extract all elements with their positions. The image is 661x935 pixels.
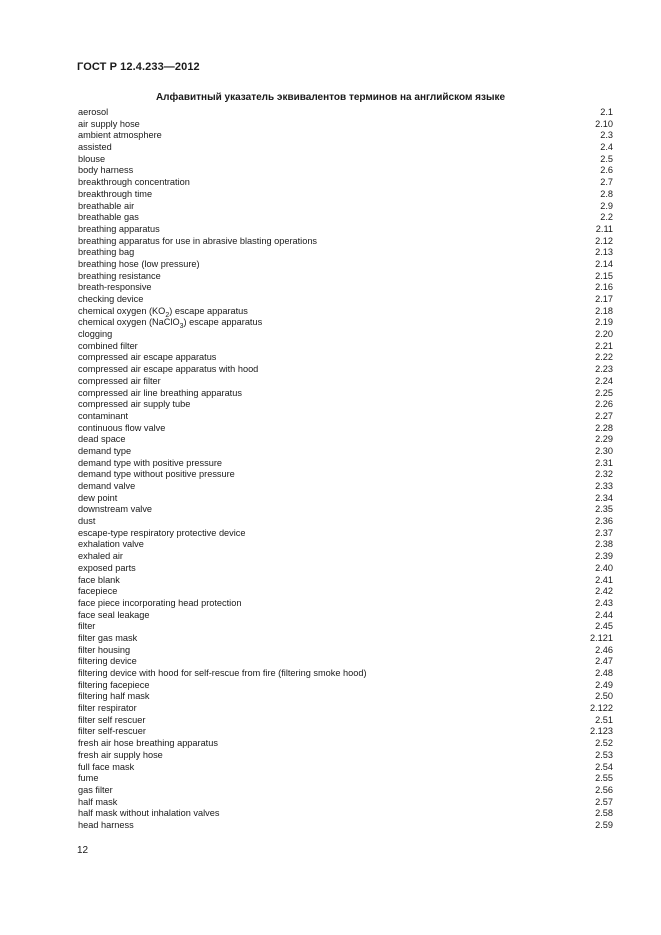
index-term: fresh air hose breathing apparatus xyxy=(78,738,218,749)
index-term: filter housing xyxy=(78,644,131,655)
index-section-number: 2.46 xyxy=(595,644,613,655)
index-row xyxy=(78,271,613,283)
index-section-number: 2.11 xyxy=(595,223,613,234)
index-term: gas filter xyxy=(78,784,113,795)
index-section-number: 2.27 xyxy=(595,410,613,421)
index-term: breathable gas xyxy=(78,212,139,223)
index-row xyxy=(78,750,613,762)
index-row xyxy=(78,726,613,738)
index-term: filtering half mask xyxy=(78,691,150,702)
index-section-number: 2.43 xyxy=(595,597,613,608)
index-section-number: 2.8 xyxy=(600,188,613,199)
index-term: breathable air xyxy=(78,200,135,211)
index-term: filter self-rescuer xyxy=(78,726,146,737)
index-section-number: 2.57 xyxy=(595,796,613,807)
index-section-number: 2.54 xyxy=(595,761,613,772)
index-row xyxy=(78,785,613,797)
index-term: breath-responsive xyxy=(78,282,152,293)
index-section-number: 2.38 xyxy=(595,539,613,550)
index-row xyxy=(78,469,613,481)
index-section-number: 2.33 xyxy=(595,481,613,491)
index-row xyxy=(78,212,613,224)
index-term: filter xyxy=(78,621,96,632)
index-row xyxy=(78,586,613,598)
index-row xyxy=(78,364,613,376)
index-section-number: 2.45 xyxy=(595,621,613,632)
index-row xyxy=(78,247,613,259)
index-term: full face mask xyxy=(78,761,135,772)
index-term: half mask xyxy=(78,796,118,807)
index-section-number: 2.34 xyxy=(595,492,613,503)
index-term: filter self rescuer xyxy=(78,714,146,725)
index-term: checking device xyxy=(78,294,144,304)
index-section-number: 2.1 xyxy=(600,107,613,117)
index-term: fresh air supply hose xyxy=(78,749,163,760)
index-section-number: 2.40 xyxy=(595,562,613,573)
index-row xyxy=(78,797,613,809)
index-section-number: 2.7 xyxy=(600,177,613,188)
index-section-number: 2.36 xyxy=(595,516,613,527)
index-section-number: 2.32 xyxy=(595,469,613,480)
index-term: breakthrough concentration xyxy=(78,177,190,188)
index-section-number: 2.50 xyxy=(595,691,613,702)
index-row xyxy=(78,458,613,470)
index-section-number: 2.3 xyxy=(600,130,613,141)
index-term: breakthrough time xyxy=(78,188,153,199)
index-term: assisted xyxy=(78,142,112,153)
index-row xyxy=(78,165,613,177)
index-section-number: 2.123 xyxy=(590,726,613,737)
index-term: filter respirator xyxy=(78,703,137,714)
index-row xyxy=(78,481,613,493)
index-section-number: 2.12 xyxy=(595,235,613,246)
index-section-number: 2.16 xyxy=(595,282,613,293)
index-section-number: 2.56 xyxy=(595,784,613,795)
index-row xyxy=(78,645,613,657)
index-term: half mask without inhalation valves xyxy=(78,808,220,819)
index-term: face piece incorporating head protection xyxy=(78,597,242,608)
index-section-number: 2.10 xyxy=(595,118,613,129)
index-section-number: 2.35 xyxy=(595,504,613,515)
index-row xyxy=(78,762,613,774)
formula-subscript: 3 xyxy=(179,323,184,331)
index-section-number: 2.19 xyxy=(595,317,613,328)
index-section-number: 2.52 xyxy=(595,738,613,749)
index-section-number: 2.22 xyxy=(595,352,613,363)
index-term: demand type xyxy=(78,445,132,456)
index-row xyxy=(78,317,613,329)
formula-subscript: 2 xyxy=(165,311,170,319)
index-row xyxy=(78,119,613,131)
index-row xyxy=(78,434,613,446)
index-row xyxy=(78,598,613,610)
index-row xyxy=(78,493,613,505)
index-row xyxy=(78,154,613,166)
term-index-list xyxy=(78,107,613,832)
index-section-number: 2.15 xyxy=(595,270,613,281)
index-row xyxy=(78,610,613,622)
index-section-number: 2.53 xyxy=(595,749,613,760)
index-row xyxy=(78,575,613,587)
index-row xyxy=(78,516,613,528)
page-number: 12 xyxy=(77,845,89,856)
index-term: body harness xyxy=(78,165,134,176)
index-term: compressed air escape apparatus with hood xyxy=(78,364,259,375)
index-term: exhaled air xyxy=(78,551,123,562)
index-row xyxy=(78,539,613,551)
index-term: breathing resistance xyxy=(78,270,161,281)
index-section-number: 2.31 xyxy=(595,457,613,468)
index-term: breathing apparatus for use in abrasive blasting operations xyxy=(78,235,318,246)
index-section-number: 2.2 xyxy=(600,212,613,223)
index-row xyxy=(78,656,613,668)
index-section-number: 2.44 xyxy=(595,609,613,620)
index-row xyxy=(78,633,613,645)
index-term: demand type with positive pressure xyxy=(78,457,223,468)
index-row xyxy=(78,528,613,540)
index-term: filtering device with hood for self-rescue from fire (filtering smoke hood) xyxy=(78,668,367,678)
index-term: air supply hose xyxy=(78,118,140,129)
index-term: head harness xyxy=(78,819,134,830)
index-row xyxy=(78,388,613,400)
index-term: aerosol xyxy=(78,107,109,117)
index-term: filtering device xyxy=(78,656,137,667)
index-row xyxy=(78,411,613,423)
index-row xyxy=(78,399,613,411)
index-section-number: 2.39 xyxy=(595,551,613,562)
index-row xyxy=(78,259,613,271)
index-term: face blank xyxy=(78,574,120,585)
index-section-number: 2.21 xyxy=(595,340,613,351)
index-term: facepiece xyxy=(78,586,118,597)
index-term: dead space xyxy=(78,434,126,445)
index-row xyxy=(78,294,613,306)
index-term: clogging xyxy=(78,329,113,340)
index-section-number: 2.48 xyxy=(595,668,613,678)
index-section-number: 2.58 xyxy=(595,808,613,819)
index-section-number: 2.13 xyxy=(595,247,613,258)
index-section-number: 2.30 xyxy=(595,445,613,456)
index-term: downstream valve xyxy=(78,504,153,515)
index-section-number: 2.37 xyxy=(595,527,613,538)
index-term: exposed parts xyxy=(78,562,136,573)
index-row xyxy=(78,504,613,516)
index-term: dust xyxy=(78,516,96,527)
index-term: dew point xyxy=(78,492,118,503)
index-row xyxy=(78,691,613,703)
index-section-number: 2.9 xyxy=(600,200,613,211)
index-term: demand type without positive pressure xyxy=(78,469,235,480)
index-term: face seal leakage xyxy=(78,609,150,620)
index-section-number: 2.55 xyxy=(595,773,613,784)
index-section-number: 2.23 xyxy=(595,364,613,375)
index-term: breathing hose (low pressure) xyxy=(78,258,200,269)
index-row xyxy=(78,376,613,388)
index-term: chemical oxygen $(KO_2)$ escape apparatus xyxy=(78,305,248,319)
index-row xyxy=(78,142,613,154)
index-section-number: 2.29 xyxy=(595,434,613,445)
index-section-number: 2.4 xyxy=(600,142,613,153)
index-term: chemical oxygen (NaClO$_3$) escape apparatus xyxy=(78,317,263,331)
index-row xyxy=(78,130,613,142)
index-section-number: 2.51 xyxy=(595,714,613,725)
index-term: continuous flow valve xyxy=(78,422,166,433)
index-row xyxy=(78,820,613,832)
index-row xyxy=(78,563,613,575)
index-row xyxy=(78,551,613,563)
index-row xyxy=(78,446,613,458)
index-row xyxy=(78,738,613,750)
index-term: contaminant xyxy=(78,410,129,421)
index-row xyxy=(78,282,613,294)
index-row xyxy=(78,189,613,201)
index-term: escape-type respiratory protective device xyxy=(78,527,246,538)
index-section-number: 2.25 xyxy=(595,387,613,398)
document-header: ГОСТ Р 12.4.233—2012 xyxy=(77,61,200,73)
index-section-number: 2.122 xyxy=(590,703,613,714)
index-term: demand valve xyxy=(78,481,136,491)
index-term: breathing apparatus xyxy=(78,223,160,234)
index-section-number: 2.26 xyxy=(595,399,613,410)
index-row xyxy=(78,306,613,318)
index-row xyxy=(78,703,613,715)
index-section-number: 2.6 xyxy=(600,165,613,176)
index-section-number: 2.47 xyxy=(595,656,613,667)
index-row xyxy=(78,329,613,341)
index-term: compressed air filter xyxy=(78,375,161,386)
index-term: combined filter xyxy=(78,340,138,351)
index-section-number: 2.42 xyxy=(595,586,613,597)
index-section-number: 2.41 xyxy=(595,574,613,585)
index-row xyxy=(78,107,613,119)
index-row xyxy=(78,621,613,633)
index-section-number: 2.59 xyxy=(595,819,613,830)
index-section-number: 2.18 xyxy=(595,305,613,316)
index-row xyxy=(78,224,613,236)
index-term: compressed air line breathing apparatus xyxy=(78,387,242,398)
index-title: Алфавитный указатель эквивалентов терминов на английском языке xyxy=(155,92,506,103)
index-row xyxy=(78,352,613,364)
index-term: breathing bag xyxy=(78,247,135,258)
index-term: exhalation valve xyxy=(78,539,144,550)
index-row xyxy=(78,680,613,692)
index-term: filtering facepiece xyxy=(78,679,150,690)
index-section-number: 2.20 xyxy=(595,329,613,340)
index-term: filter gas mask xyxy=(78,632,138,643)
index-section-number: 2.28 xyxy=(595,422,613,433)
index-term: compressed air escape apparatus xyxy=(78,352,217,363)
index-row xyxy=(78,177,613,189)
index-term: fume xyxy=(78,773,99,784)
index-term: compressed air supply tube xyxy=(78,399,191,410)
index-row xyxy=(78,773,613,785)
index-row xyxy=(78,715,613,727)
index-row xyxy=(78,236,613,248)
index-section-number: 2.14 xyxy=(595,258,613,269)
index-section-number: 2.17 xyxy=(595,294,613,304)
index-row xyxy=(78,423,613,435)
index-row xyxy=(78,808,613,820)
index-row xyxy=(78,201,613,213)
index-section-number: 2.5 xyxy=(600,153,613,164)
index-term: ambient atmosphere xyxy=(78,130,162,141)
index-section-number: 2.121 xyxy=(590,632,613,643)
index-row xyxy=(78,341,613,353)
index-section-number: 2.24 xyxy=(595,375,613,386)
index-term: blouse xyxy=(78,153,106,164)
index-section-number: 2.49 xyxy=(595,679,613,690)
index-row xyxy=(78,668,613,680)
